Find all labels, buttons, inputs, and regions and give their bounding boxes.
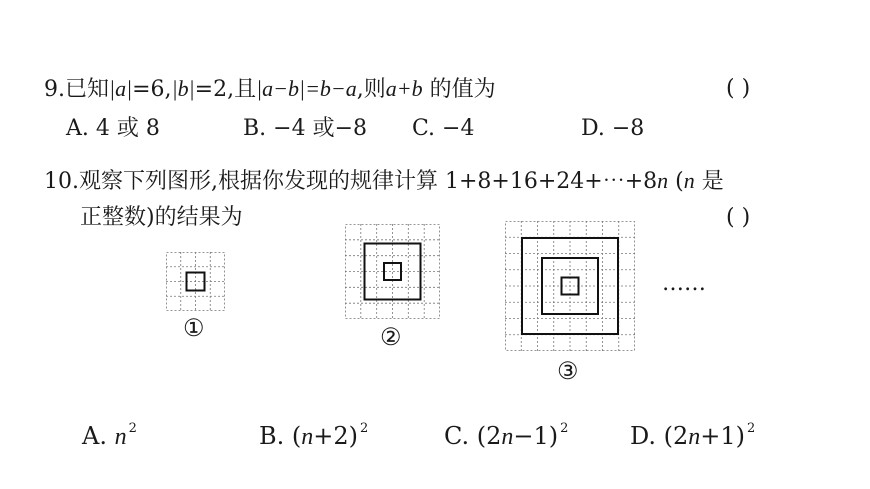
- q10-line1-text: 观察下列图形,根据你发现的规律计算: [79, 169, 438, 194]
- q10-paren-open: (: [675, 169, 684, 194]
- q9-option-d: D. −8: [581, 116, 645, 141]
- q10-option-d: D. (2n+1) $^2$: [630, 421, 756, 450]
- q9-option-a: A. 4 或 8: [66, 116, 160, 141]
- q9-stem: [44, 75, 496, 104]
- q9-eq2: =2,且: [194, 77, 257, 102]
- q9-abs-b: |b|: [171, 76, 195, 101]
- figure-3-label: ③: [557, 357, 579, 385]
- q9-eq-bma: =b−a: [305, 76, 357, 101]
- figure-2-outer-square: [365, 244, 421, 300]
- figure-2-label: ②: [380, 323, 402, 351]
- q9-abs-amb: |a−b|: [256, 76, 306, 101]
- figure-1-grid: [166, 252, 225, 311]
- q9-pre: 已知: [65, 77, 110, 102]
- figure-1-label: ①: [183, 314, 205, 342]
- q9-answer-paren: ( ): [726, 76, 751, 101]
- q10-option-c: C. (2n−1) $^2$: [444, 421, 569, 450]
- q9-post: 的值为: [429, 77, 496, 102]
- q10-option-a: A. n $^2$: [82, 421, 137, 450]
- q9-option-c: C. −4: [412, 116, 475, 141]
- q10-stem-line1: [44, 167, 724, 196]
- q10-expr: 1+8+16+24+⋯+8: [445, 169, 658, 194]
- q9-abs-a: |a|: [109, 76, 133, 101]
- q10-option-b: B. (n+2) $^2$: [259, 421, 369, 450]
- figure-ellipsis: ……: [662, 271, 706, 296]
- figure-2-grid: [345, 224, 440, 319]
- q10-expr-n: n: [657, 168, 669, 193]
- q9-number: 9.: [44, 77, 65, 102]
- q10-line1-end: 是: [701, 169, 724, 194]
- q9-sum: a+b: [385, 76, 423, 101]
- q10-stem-line2: 正整数)的结果为: [80, 205, 243, 230]
- q9-eq6: =6,: [132, 77, 172, 102]
- q9-option-b: B. −4 或−8: [243, 116, 368, 141]
- q10-answer-paren: ( ): [726, 205, 751, 230]
- q10-number: 10.: [44, 169, 79, 194]
- q10-n: n: [683, 168, 695, 193]
- figure-3-grid: [505, 221, 635, 351]
- q9-then: ,则: [356, 77, 386, 102]
